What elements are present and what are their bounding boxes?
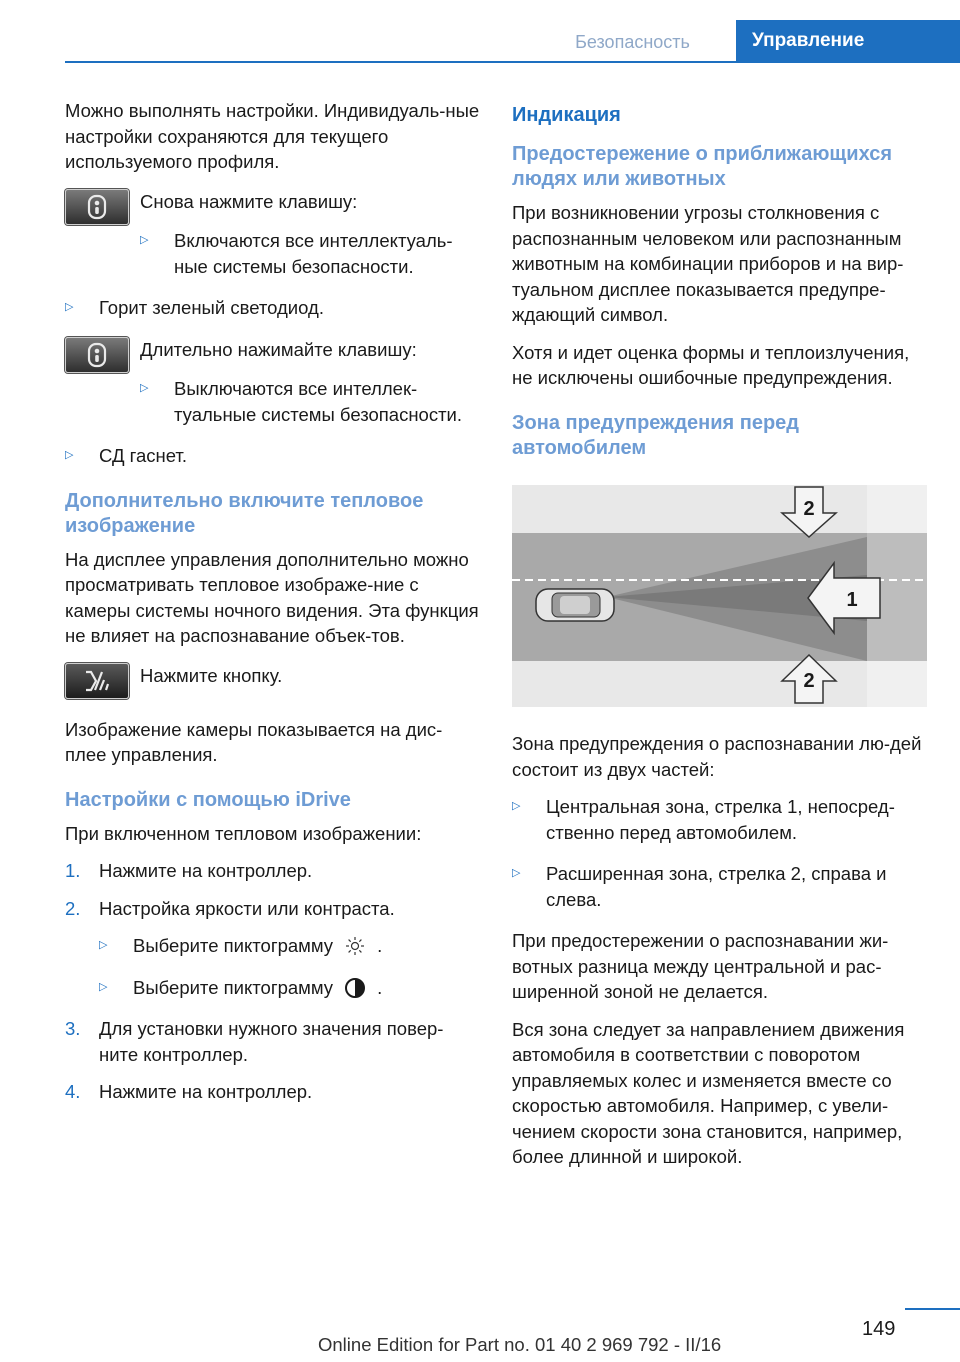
footer-rule	[905, 1308, 960, 1310]
warning-note: Хотя и идет оценка формы и теплоизлучения, не исключены ошибочные предупреждения.	[512, 341, 910, 388]
heading-idrive: Настройки с помощью iDrive	[65, 788, 351, 811]
thermal-text: На дисплее управления дополнительно можно просматривать тепловое изображе-ние с камеры системы ночного видения. Эта функция не влияет на распознавание объек-тов.	[65, 548, 479, 646]
brightness-icon	[343, 935, 367, 957]
safety-button-icon	[65, 189, 129, 225]
hold-press-row	[65, 337, 480, 428]
night-vision-button-icon	[65, 663, 129, 699]
camera-text: Изображение камеры показывается на дис-плее управления.	[65, 718, 443, 765]
svg-text:1: 1	[846, 588, 858, 611]
tab-safety[interactable]: Безопасность	[575, 32, 690, 52]
right-column	[512, 98, 927, 1182]
triangle-bullet-icon: ▷	[65, 449, 74, 461]
intro-text: Можно выполнять настройки. Индивидуаль-ные настройки сохраняются для текущего используемого профиля.	[65, 100, 480, 172]
page-number: 149	[862, 1318, 896, 1340]
bullet-green: ▷ Горит зеленый светодиод.	[65, 297, 324, 318]
step-2: 2. Настройка яркости или контраста.	[65, 897, 395, 919]
triangle-bullet-icon: ▷	[99, 980, 108, 993]
contrast-icon	[343, 977, 367, 999]
hold-press-text: Длительно нажимайте клавишу:	[140, 338, 417, 360]
zone-follow-text: Вся зона следует за направлением движения автомобиля в соответствии с поворотом управляемых колес и изменяется вместе со скоростью автомобиля. Например, с увели-чением скорости зона становится, например, более длинной и широкой.	[512, 1018, 905, 1167]
bullet-on: ▷ Включаются все интеллектуаль-ные системы безопасности.	[140, 230, 453, 277]
warning-text: При возникновении угрозы столкновения с распознанным человеком или распознанным животным на комбинации приборов и на вир-туальном дисплее показывается предупре-ждающий символ.	[512, 202, 904, 325]
sub-select-brightness: ▷ Выберите пиктограмму .	[99, 935, 383, 956]
bullet-extended: ▷ Расширенная зона, стрелка 2, справа и слева.	[512, 863, 887, 910]
triangle-bullet-icon: ▷	[65, 301, 74, 313]
sub-select-contrast: ▷ Выберите пиктограмму .	[99, 976, 383, 998]
bullet-central: ▷ Центральная зона, стрелка 1, непосред-ственно перед автомобилем.	[512, 796, 895, 843]
heading-zone: Зона предупреждения перед автомобилем	[512, 411, 799, 459]
warning-zone-diagram	[512, 485, 927, 707]
press-again-row	[65, 189, 480, 280]
press-button-text: Нажмите кнопку.	[140, 664, 283, 686]
bullet-off: ▷ Выключаются все интеллек-туальные системы безопасности.	[140, 378, 463, 425]
triangle-bullet-icon: ▷	[512, 800, 521, 812]
triangle-bullet-icon: ▷	[140, 234, 149, 246]
page-header	[0, 0, 960, 64]
tab-control[interactable]: Управление	[736, 20, 960, 62]
triangle-bullet-icon: ▷	[512, 867, 521, 879]
triangle-bullet-icon: ▷	[140, 382, 149, 394]
svg-text:2: 2	[803, 497, 815, 520]
heading-warning: Предостережение о приближающихся людях или животных	[512, 143, 893, 190]
svg-text:2: 2	[803, 669, 815, 692]
car-icon	[536, 589, 614, 621]
zone-intro: Зона предупреждения о распознавании лю-дей состоит из двух частей:	[512, 733, 922, 780]
idrive-intro: При включенном тепловом изображении:	[65, 822, 422, 844]
triangle-bullet-icon: ▷	[99, 939, 108, 951]
press-again-text: Снова нажмите клавишу:	[140, 190, 358, 212]
step-1: 1. Нажмите на контроллер.	[65, 860, 313, 881]
step-3: 3. Для установки нужного значения повер-ните контроллер.	[65, 1018, 444, 1065]
press-button-row	[65, 663, 480, 703]
step-4: 4. Нажмите на контроллер.	[65, 1081, 313, 1102]
left-column	[65, 98, 480, 1117]
bullet-led-off: ▷ СД гаснет.	[65, 445, 187, 466]
header-rule	[65, 61, 960, 63]
edition-footer: Online Edition for Part no. 01 40 2 969 792 - II/16	[318, 1334, 722, 1355]
heading-indication: Индикация	[512, 104, 621, 126]
heading-thermal: Дополнительно включите тепловое изображение	[65, 489, 424, 537]
animals-text: При предостережении о распознавании жи-вотных разница между центральной и рас-ширенной зоной не делается.	[512, 930, 889, 1002]
safety-button-icon	[65, 337, 129, 373]
